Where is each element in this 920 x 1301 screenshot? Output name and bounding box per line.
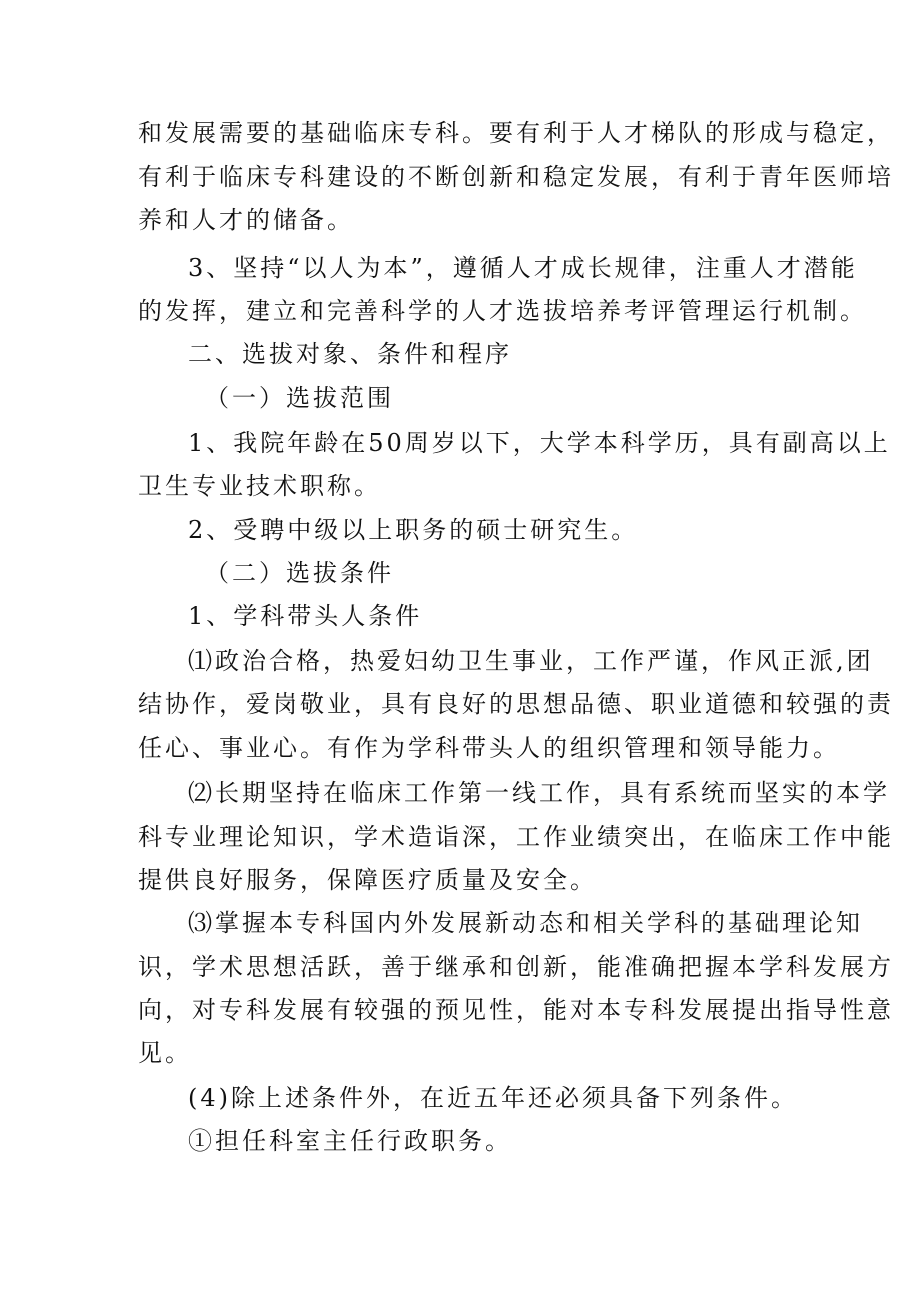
text-line: 向，对专科发展有较强的预见性，能对本专科发展提出指导性意: [138, 996, 894, 1024]
text-line: (4)除上述条件外，在近五年还必须具备下列条件。: [188, 1084, 798, 1112]
text-line: 养和人才的储备。: [138, 206, 354, 234]
text-line: 2、受聘中级以上职务的硕士研究生。: [188, 516, 639, 544]
text-line: 任心、事业心。有作为学科带头人的组织管理和领导能力。: [138, 734, 840, 762]
subsection-heading: （一）选拔范围: [205, 384, 394, 412]
text-line: 见。: [138, 1039, 192, 1067]
text-line: 1、我院年龄在50周岁以下，大学本科学历，具有副高以上: [188, 429, 891, 457]
text-line: 识，学术思想活跃，善于继承和创新，能准确把握本学科发展方: [138, 953, 894, 981]
text-line: 有利于临床专科建设的不断创新和稳定发展，有利于青年医师培: [138, 163, 894, 191]
subsection-heading: （二）选拔条件: [205, 559, 394, 587]
text-line: ⑵长期坚持在临床工作第一线工作，具有系统而坚实的本学: [188, 779, 890, 807]
text-line: 的发挥，建立和完善科学的人才选拔培养考评管理运行机制。: [138, 297, 867, 325]
text-line: ⑴政治合格，热爱妇幼卫生事业，工作严谨，作风正派,团: [188, 647, 874, 675]
section-heading: 二、选拔对象、条件和程序: [188, 340, 512, 368]
text-line: 和发展需要的基础临床专科。要有利于人才梯队的形成与稳定，: [138, 119, 894, 147]
text-line: 结协作，爱岗敬业，具有良好的思想品德、职业道德和较强的责: [138, 690, 894, 718]
text-line: ①担任科室主任行政职务。: [188, 1127, 512, 1155]
text-line: 3、坚持“以人为本”，遵循人才成长规律，注重人才潜能: [188, 254, 858, 282]
text-line: 卫生专业技术职称。: [138, 472, 381, 500]
text-line: 1、学科带头人条件: [188, 602, 423, 630]
text-line: ⑶掌握本专科国内外发展新动态和相关学科的基础理论知: [188, 909, 863, 937]
text-line: 提供良好服务，保障医疗质量及安全。: [138, 866, 597, 894]
text-line: 科专业理论知识，学术造诣深，工作业绩突出，在临床工作中能: [138, 823, 894, 851]
